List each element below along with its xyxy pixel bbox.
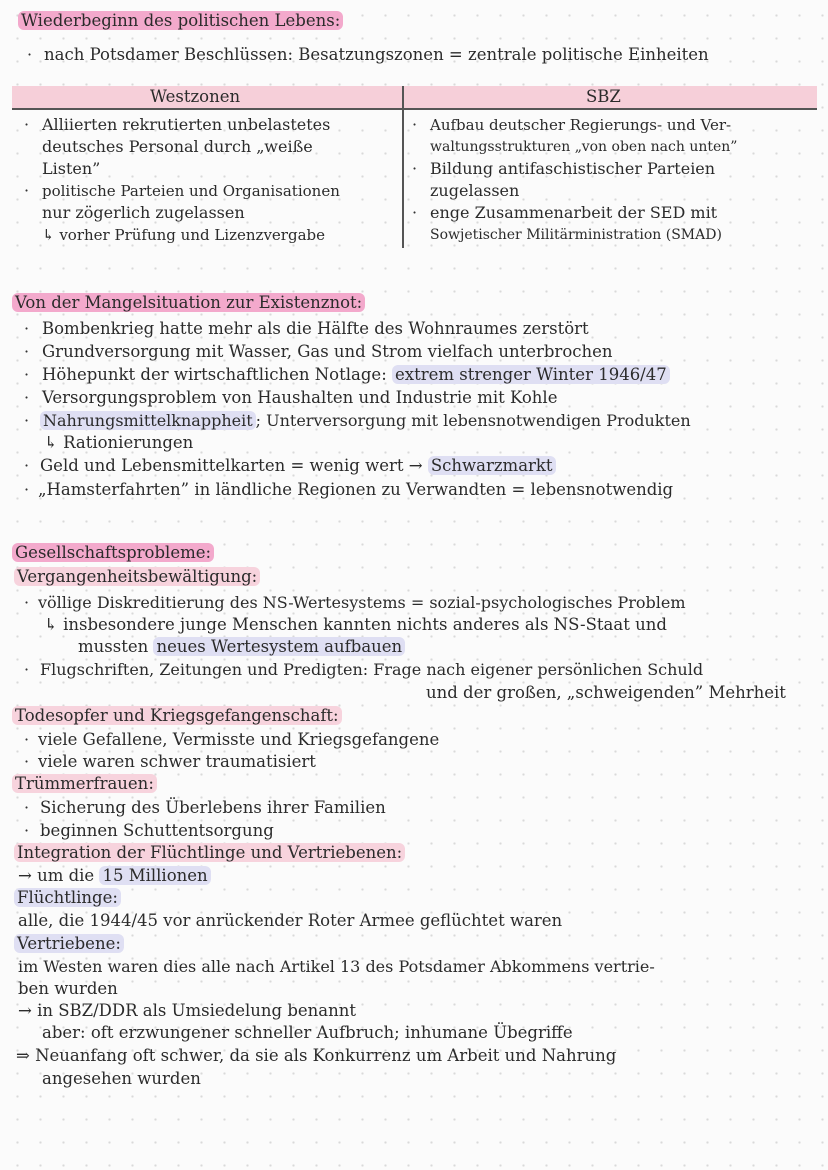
section-heading-political-life: Wiederbeginn des politischen Lebens:: [18, 10, 343, 32]
highlight-15-million: 15 Millionen: [99, 866, 210, 885]
expellees-line: ⇒ Neuanfang oft schwer, da sie als Konkurrenz um Arbeit und Nahrung: [16, 1046, 617, 1065]
shortage-line: „Hamsterfahrten” in ländliche Regionen zu Verwandten = lebensnotwendig: [38, 480, 674, 499]
past-line: mussten neues Wertesystem aufbauen: [78, 636, 405, 658]
shortage-line: Grundversorgung mit Wasser, Gas und Strom vielfach unterbrochen: [42, 342, 613, 361]
west-line: deutsches Personal durch „weiße: [42, 137, 313, 156]
west-line: politische Parteien und Organisationen: [42, 182, 340, 200]
bullet: ·: [24, 342, 30, 361]
sub-heading-rubble-women: Trümmerfrauen:: [12, 773, 157, 795]
bullet: ·: [24, 456, 30, 475]
sub-heading-refugees: Flüchtlinge:: [14, 887, 121, 909]
bullet: ·: [24, 821, 30, 840]
bullet: ·: [27, 45, 33, 64]
shortage-line: Bombenkrieg hatte mehr als die Hälfte des Wohnraumes zerstört: [42, 319, 589, 338]
highlight-winter: extrem strenger Winter 1946/47: [392, 365, 670, 384]
col-west-title: Westzonen: [150, 87, 241, 106]
casualties-line: viele Gefallene, Vermisste und Kriegsgefangene: [38, 730, 440, 749]
bullet: ·: [24, 365, 30, 384]
refugees-line: alle, die 1944/45 vor anrückender Roter Armee geflüchtet waren: [18, 911, 563, 930]
sbz-line: Aufbau deutscher Regierungs- und Ver-: [430, 116, 732, 134]
expellees-line: ben wurden: [18, 979, 118, 998]
shortage-line: ↳ Rationierungen: [44, 433, 194, 452]
shortage-line: Nahrungsmittelknappheit ; Unterversorgung mit lebensnotwendigen Produkten: [40, 410, 691, 432]
expellees-line: aber: oft erzwungener schneller Aufbruch; inhumane Übegriffe: [42, 1023, 573, 1042]
bullet: ·: [24, 181, 30, 200]
past-line: ↳ insbesondere junge Menschen kannten nichts anderes als NS-Staat und: [44, 615, 667, 634]
expellees-line: angesehen wurden: [42, 1069, 201, 1088]
west-line: nur zögerlich zugelassen: [42, 203, 245, 222]
rubble-line: Sicherung des Überlebens ihrer Familien: [40, 798, 386, 817]
bullet: ·: [412, 115, 418, 134]
shortage-line: Versorgungsproblem von Haushalten und Industrie mit Kohle: [42, 388, 558, 407]
bullet: ·: [24, 388, 30, 407]
west-line: Listen”: [42, 159, 101, 178]
sbz-line: Bildung antifaschistischer Parteien: [430, 159, 716, 178]
sub-heading-past: Vergangenheitsbewältigung:: [14, 566, 260, 588]
sub-heading-casualties: Todesopfer und Kriegsgefangenschaft:: [12, 705, 342, 727]
bullet: ·: [24, 660, 30, 679]
past-line: Flugschriften, Zeitungen und Predigten: Frage nach eigener persönlichen Schuld: [40, 660, 704, 679]
bullet: ·: [24, 593, 30, 612]
section-heading-shortage: Von der Mangelsituation zur Existenznot:: [12, 292, 365, 314]
bullet: ·: [24, 115, 30, 134]
sbz-line: zugelassen: [430, 181, 520, 200]
expellees-line: im Westen waren dies alle nach Artikel 13 des Potsdamer Abkommens vertrie-: [18, 957, 655, 976]
sbz-line: enge Zusammenarbeit der SED mit: [430, 203, 718, 222]
shortage-line: Höhepunkt der wirtschaftlichen Notlage: extrem strenger Winter 1946/47: [42, 364, 670, 386]
table-column-divider: [402, 86, 404, 248]
casualties-line: viele waren schwer traumatisiert: [38, 752, 316, 771]
integration-line: → um die 15 Millionen: [18, 865, 211, 887]
sbz-line: waltungsstrukturen „von oben nach unten”: [430, 139, 738, 155]
intro-line: nach Potsdamer Beschlüssen: Besatzungszonen = zentrale politische Einheiten: [44, 45, 709, 64]
table-header-band: [12, 86, 817, 108]
rubble-line: beginnen Schuttentsorgung: [40, 821, 274, 840]
bullet: ·: [24, 730, 30, 749]
section-heading-society: Gesellschaftsprobleme:: [12, 542, 214, 564]
expellees-line: → in SBZ/DDR als Umsiedelung benannt: [18, 1001, 357, 1020]
highlight-black-market: Schwarzmarkt: [428, 456, 556, 475]
bullet: ·: [412, 203, 418, 222]
sbz-line: Sowjetischer Militärministration (SMAD): [430, 227, 722, 243]
bullet: ·: [24, 411, 30, 430]
bullet: ·: [24, 798, 30, 817]
highlight-food-shortage: Nahrungsmittelknappheit: [40, 411, 256, 430]
bullet: ·: [24, 319, 30, 338]
west-line: ↳ vorher Prüfung und Lizenzvergabe: [42, 226, 325, 244]
col-sbz-title: SBZ: [586, 87, 621, 106]
bullet: ·: [24, 752, 30, 771]
shortage-line: Geld und Lebensmittelkarten = wenig wert → Schwarzmarkt: [40, 455, 556, 477]
highlight-new-values: neues Wertesystem aufbauen: [153, 637, 405, 656]
west-line: Alliierten rekrutierten unbelastetes: [42, 115, 331, 134]
table-header-rule: [12, 108, 817, 110]
past-line: und der großen, „schweigenden” Mehrheit: [426, 683, 786, 702]
past-line: völlige Diskreditierung des NS-Wertesystems = sozial-psychologisches Problem: [38, 593, 686, 612]
sub-heading-expellees: Vertriebene:: [14, 933, 124, 955]
bullet: ·: [24, 480, 30, 499]
sub-heading-integration: Integration der Flüchtlinge und Vertriebenen:: [14, 842, 405, 864]
bullet: ·: [412, 159, 418, 178]
